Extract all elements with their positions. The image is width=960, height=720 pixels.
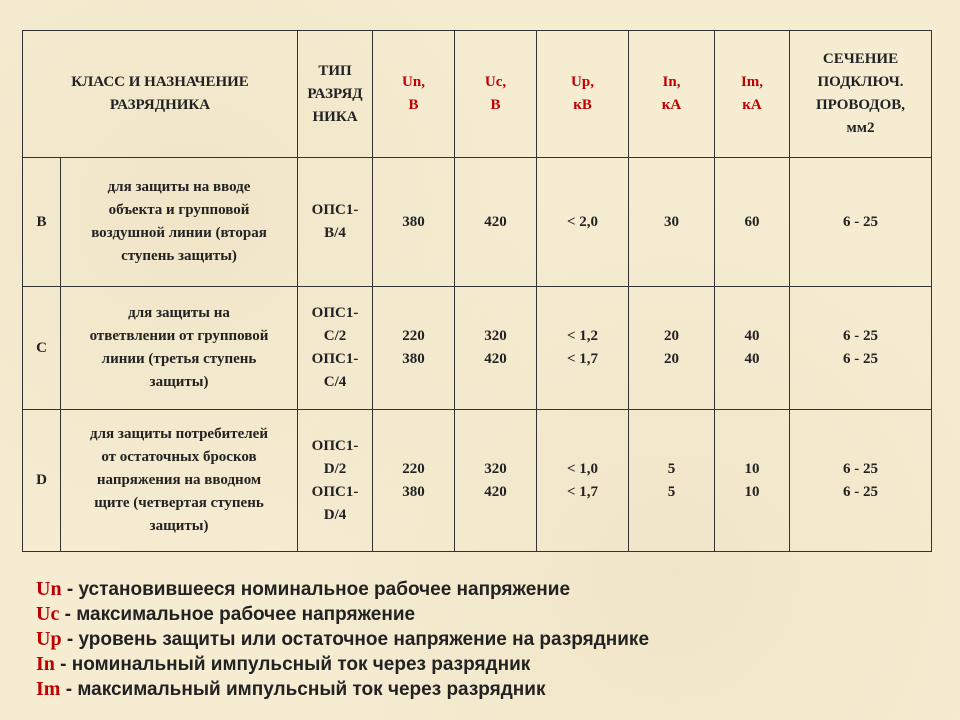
legend-symbol: Im <box>36 678 61 700</box>
legend-item-im <box>36 677 649 702</box>
up-cell: < 2,0 <box>537 158 629 287</box>
uc-cell: 320 420 <box>455 287 537 410</box>
table-row <box>23 287 932 410</box>
up-cell: < 1,2 < 1,7 <box>537 287 629 410</box>
legend-text: - уровень защиты или остаточное напряжение на разряднике <box>61 629 650 650</box>
table-row <box>23 410 932 552</box>
table-row <box>23 158 932 287</box>
header-class: КЛАСС И НАЗНАЧЕНИЕ РАЗРЯДНИКА <box>23 31 298 158</box>
un-cell: 220 380 <box>373 410 455 552</box>
legend-item-in <box>36 652 649 677</box>
in-cell: 5 5 <box>629 410 715 552</box>
header-uc: Uc, В <box>455 31 537 158</box>
un-cell: 220 380 <box>373 287 455 410</box>
type-cell: ОПС1- С/2 ОПС1- С/4 <box>298 287 373 410</box>
header-in: In, кА <box>629 31 715 158</box>
type-cell: ОПС1- В/4 <box>298 158 373 287</box>
legend <box>36 577 649 702</box>
class-cell: D <box>23 410 61 552</box>
uc-cell: 320 420 <box>455 410 537 552</box>
legend-item-uc <box>36 602 649 627</box>
header-row <box>23 31 932 158</box>
in-cell: 30 <box>629 158 715 287</box>
arrester-table <box>22 30 932 552</box>
legend-item-up <box>36 627 649 652</box>
header-im: Im, кА <box>715 31 790 158</box>
legend-text: - установившееся номинальное рабочее напряжение <box>61 579 571 600</box>
legend-symbol: Uc <box>36 603 60 625</box>
up-cell: < 1,0 < 1,7 <box>537 410 629 552</box>
type-cell: ОПС1- D/2 ОПС1- D/4 <box>298 410 373 552</box>
legend-text: - максимальное рабочее напряжение <box>59 604 416 625</box>
legend-item-un <box>36 577 649 602</box>
header-section: СЕЧЕНИЕ ПОДКЛЮЧ. ПРОВОДОВ, мм2 <box>790 31 932 158</box>
im-cell: 10 10 <box>715 410 790 552</box>
class-cell: В <box>23 158 61 287</box>
header-un: Un, В <box>373 31 455 158</box>
section-cell: 6 - 25 6 - 25 <box>790 410 932 552</box>
section-cell: 6 - 25 <box>790 158 932 287</box>
description-cell: для защиты на вводе объекта и групповой воздушной линии (вторая ступень защиты) <box>61 158 298 287</box>
legend-text: - номинальный импульсный ток через разрядник <box>54 654 531 675</box>
legend-symbol: In <box>36 653 55 675</box>
class-cell: С <box>23 287 61 410</box>
legend-symbol: Up <box>36 628 62 650</box>
legend-symbol: Un <box>36 578 62 600</box>
header-up: Up, кВ <box>537 31 629 158</box>
section-cell: 6 - 25 6 - 25 <box>790 287 932 410</box>
in-cell: 20 20 <box>629 287 715 410</box>
header-type: ТИП РАЗРЯД НИКА <box>298 31 373 158</box>
description-cell: для защиты на ответвлении от групповой линии (третья ступень защиты) <box>61 287 298 410</box>
uc-cell: 420 <box>455 158 537 287</box>
un-cell: 380 <box>373 158 455 287</box>
description-cell: для защиты потребителей от остаточных бросков напряжения на вводном щите (четвертая ступень защиты) <box>61 410 298 552</box>
im-cell: 40 40 <box>715 287 790 410</box>
legend-text: - максимальный импульсный ток через разрядник <box>60 679 546 700</box>
im-cell: 60 <box>715 158 790 287</box>
